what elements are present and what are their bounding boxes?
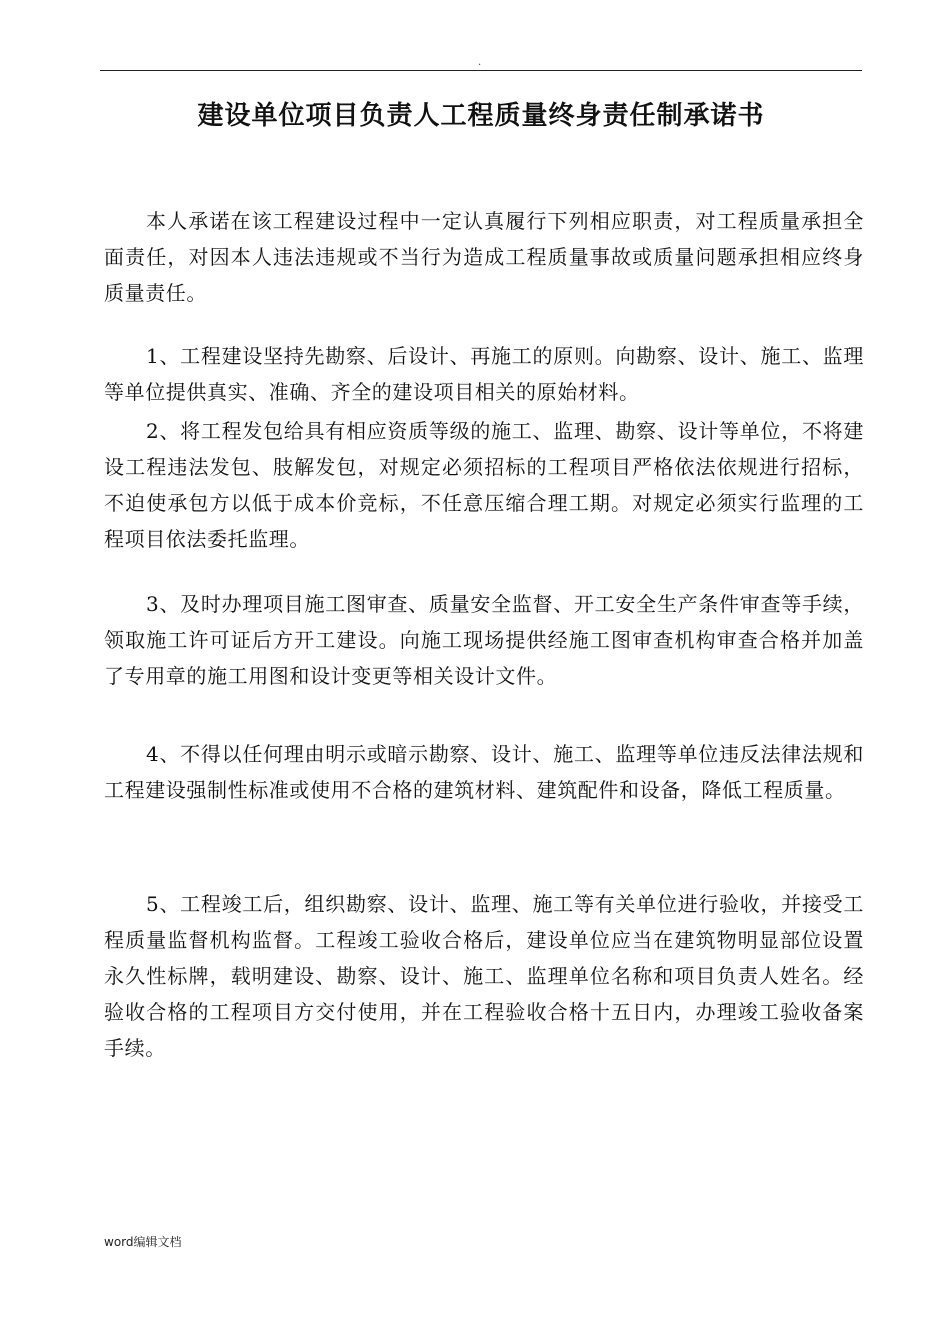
clause-3-paragraph: 3、及时办理项目施工图审查、质量安全监督、开工安全生产条件审查等手续，领取施工许可证后方开工建设。向施工现场提供经施工图审查机构审查合格并加盖了专用章的施工用图和设计变更等相关设计文件。 (104, 592, 864, 688)
clause-1-paragraph: 1、工程建设坚持先勘察、后设计、再施工的原则。向勘察、设计、施工、监理等单位提供真实、准确、齐全的建设项目相关的原始材料。 (104, 344, 864, 404)
clause-5-paragraph: 5、工程竣工后，组织勘察、设计、监理、施工等有关单位进行验收，并接受工程质量监督机构监督。工程竣工验收合格后，建设单位应当在建筑物明显部位设置永久性标牌，载明建设、勘察、设计、施工、监理单位名称和项目负责人姓名。经验收合格的工程项目方交付使用，并在工程验收合格十五日内，办理竣工验收备案手续。 (104, 892, 864, 1060)
intro-paragraph: 本人承诺在该工程建设过程中一定认真履行下列相应职责，对工程质量承担全面责任，对因本人违法违规或不当行为造成工程质量事故或质量问题承担相应终身质量责任。 (104, 209, 864, 305)
header-mark: . (478, 57, 482, 68)
page-title: 建设单位项目负责人工程质量终身责任制承诺书 (197, 101, 765, 131)
clause-4-paragraph: 4、不得以任何理由明示或暗示勘察、设计、施工、监理等单位违反法律法规和工程建设强制性标准或使用不合格的建筑材料、建筑配件和设备，降低工程质量。 (104, 742, 864, 802)
document-body (104, 203, 864, 1086)
footer-text: word编辑文档 (104, 1235, 182, 1249)
header-rule (100, 70, 862, 71)
clause-2-paragraph: 2、将工程发包给具有相应资质等级的施工、监理、勘察、设计等单位，不将建设工程违法发包、肢解发包，对规定必须招标的工程项目严格依法依规进行招标，不迫使承包方以低于成本价竞标，不任意压缩合理工期。对规定必须实行监理的工程项目依法委托监理。 (104, 419, 864, 551)
